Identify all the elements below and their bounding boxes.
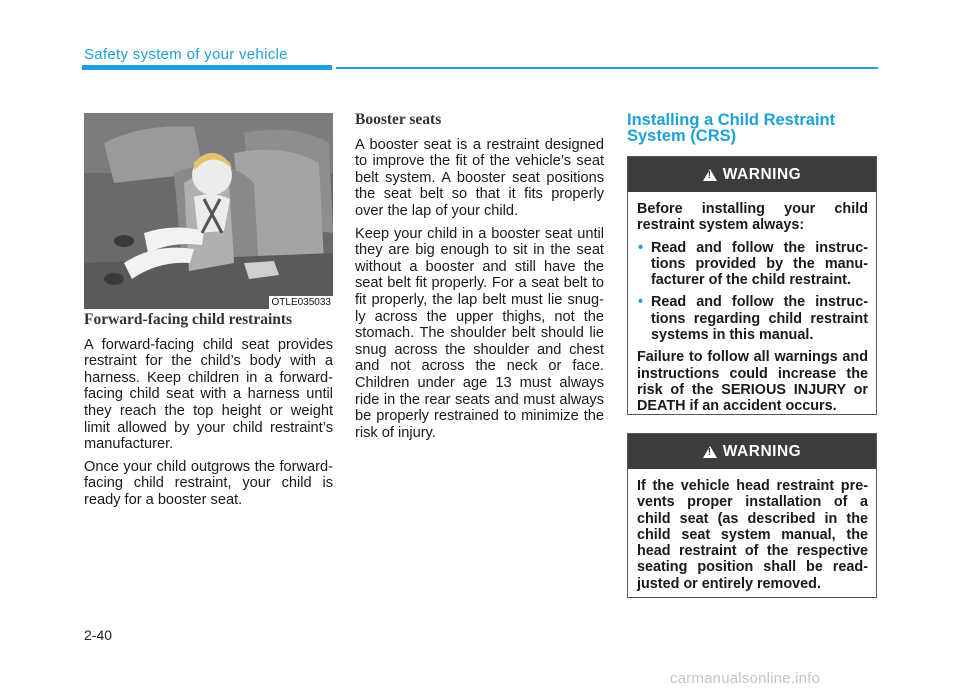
warning-bullet-text: Read and follow the instruc-tions provided by the manu-facturer of the child restraint.: [651, 239, 868, 289]
warning-label-2: WARNING: [722, 442, 802, 460]
header-rule-thin: [336, 67, 878, 69]
header-section-title: Safety system of your vehicle: [84, 46, 288, 63]
warning-body-1: [628, 192, 876, 415]
warning-intro: Before installing your child restraint system always:: [637, 201, 868, 234]
warning-bullet-item: [637, 240, 868, 289]
warning-bar-2: [628, 434, 876, 469]
child-seat-illustration: [84, 113, 333, 309]
watermark: carmanualsonline.info: [670, 670, 821, 687]
bullet-dot-icon: •: [638, 294, 644, 311]
warning-box-2: [627, 433, 877, 598]
warning-triangle-icon: [703, 446, 717, 458]
booster-paragraph-2: Keep your child in a booster seat until they are big enough to sit in the seat without a booster and still have the seat belt fit properly. For a seat belt to fit properly, the lap belt must lie snug-ly across the upper thighs, not the stomach. The shoulder belt should lie snug across the shoulder and chest and not across the neck or face. Children under age 13 must always ride in the rear seats and must always be properly restrained to minimize the risk of injury.: [355, 225, 604, 441]
forward-facing-heading: Forward-facing child restraints: [84, 311, 293, 328]
warning-bullet-list: [637, 240, 868, 344]
booster-seats-heading: Booster seats: [355, 111, 442, 128]
warning-triangle-icon: [703, 169, 717, 181]
figure-code-label: OTLE035033: [269, 296, 334, 309]
page-number: 2-40: [84, 627, 113, 643]
warning-head-restraint-text: If the vehicle head restraint pre-vents proper installation of a child seat (as described in the child seat system manual, the head restraint of the respective seating position shall be read-justed or entirely removed.: [637, 478, 868, 592]
bullet-dot-icon: •: [638, 239, 644, 256]
header-rule-thick: [82, 65, 332, 70]
warning-bullet-item: [637, 294, 868, 343]
left-column: [84, 312, 333, 515]
middle-column: [355, 112, 604, 447]
child-seat-drawing: [84, 113, 333, 309]
warning-body-2: [628, 469, 876, 592]
warning-box-1: [627, 156, 877, 415]
warning-closing: Failure to follow all warnings and instructions could increase the risk of the SERIOUS INJURY or DEATH if an accident occurs.: [637, 349, 868, 415]
booster-paragraph-1: A booster seat is a restraint designed to improve the fit of the vehicle’s seat belt system. A booster seat positions the seat belt so that it fits properly over the lap of your child.: [355, 136, 604, 219]
forward-facing-paragraph-1: A forward-facing child seat provides restraint for the child’s body with a harness. Keep children in a forward-facing child seat with a harness until they reach the top height or weight limit allowed by your child restraint’s manufacturer.: [84, 336, 333, 453]
warning-bullet-text: Read and follow the instruc-tions regarding child restraint systems in this manual.: [651, 294, 868, 344]
forward-facing-paragraph-2: Once your child outgrows the forward-facing child restraint, your child is ready for a booster seat.: [84, 458, 333, 508]
installing-crs-heading: Installing a Child Restraint System (CRS): [627, 111, 836, 145]
warning-label-1: WARNING: [722, 165, 802, 183]
warning-bar-1: [628, 157, 876, 192]
